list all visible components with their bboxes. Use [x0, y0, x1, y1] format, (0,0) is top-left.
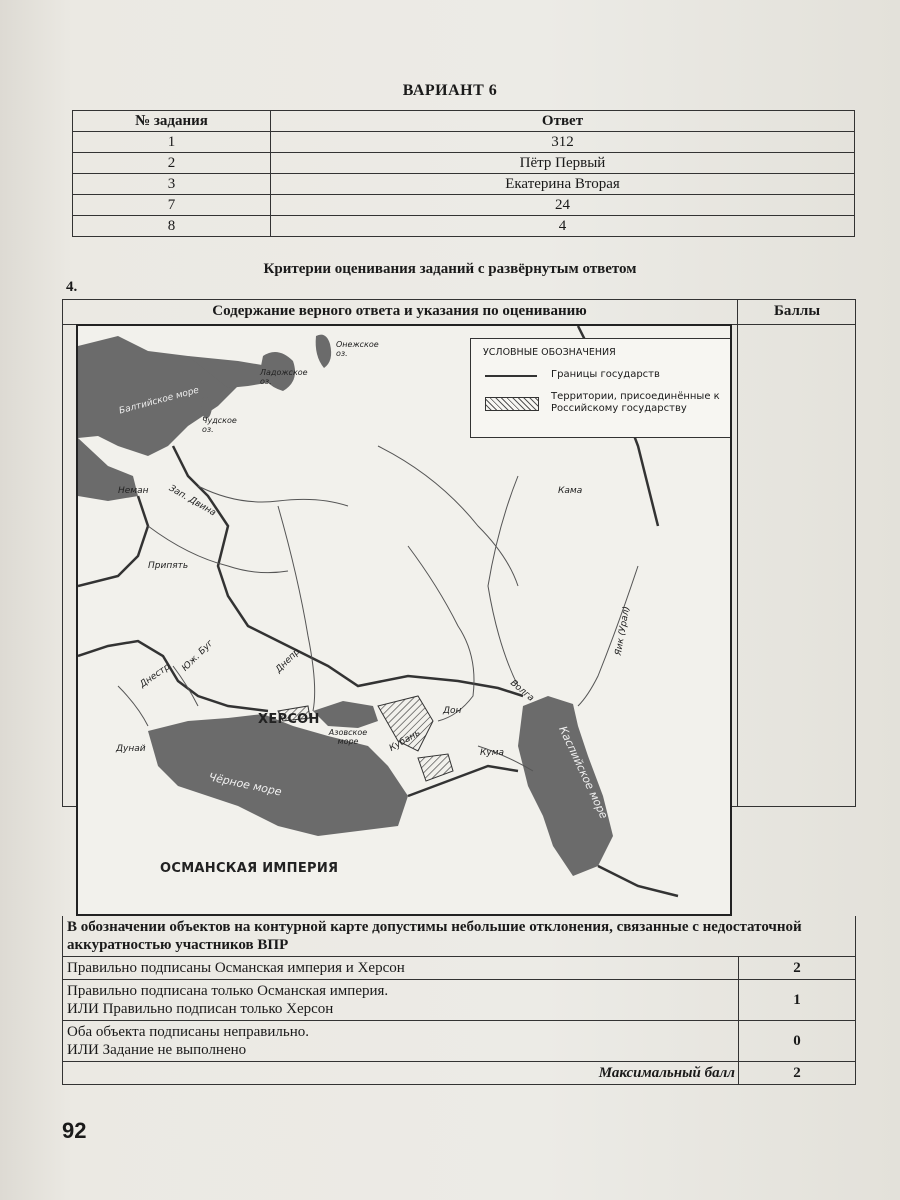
max-score-row: [62, 1062, 856, 1085]
label-dnepr: Днепр: [273, 646, 303, 676]
river: [488, 476, 518, 686]
river: [378, 446, 518, 586]
legend-territories: Территории, присоединённые к Российскому государству: [551, 391, 720, 414]
header-content: Содержание верного ответа и указания по оцениванию: [212, 303, 587, 319]
task-number-cell: 8: [73, 216, 271, 237]
label-don: Дон: [443, 706, 462, 716]
state-border: [173, 446, 523, 696]
page-number: 92: [62, 1118, 87, 1143]
azov-sea: [313, 701, 378, 728]
label-kuma: Кума: [480, 748, 505, 758]
state-border: [78, 496, 148, 586]
score-text: [63, 980, 739, 1020]
score-points: 0: [738, 1021, 855, 1061]
river: [118, 686, 148, 726]
score-row: [62, 1021, 856, 1062]
label-yaik: Яик (Урал): [613, 605, 633, 657]
river: [198, 486, 348, 506]
answer-cell: 4: [271, 216, 855, 237]
header-points: Баллы: [773, 303, 821, 319]
answer-cell: Пётр Первый: [271, 153, 855, 174]
max-score-points: 2: [738, 1062, 855, 1084]
map-legend: [470, 338, 732, 438]
note-text: В обозначении объектов на контурной карте допустимы небольшие отклонения, связанные с недостаточной аккуратностью участников ВПР: [67, 919, 802, 953]
variant-title: ВАРИАНТ 6: [402, 82, 498, 99]
legend-borders: Границы государств: [551, 369, 660, 380]
label-neman: Неман: [118, 486, 149, 496]
border-line-icon: [485, 375, 537, 377]
state-border: [78, 641, 268, 711]
river: [278, 506, 315, 711]
contour-map: [76, 324, 732, 916]
label-yuzh-bug: Юж. Буг: [180, 638, 216, 674]
river: [578, 566, 638, 706]
state-border: [598, 866, 678, 896]
answer-cell: 312: [271, 132, 855, 153]
table-row: [73, 195, 855, 216]
label-onega: Онежское оз.: [336, 340, 379, 358]
river: [408, 546, 474, 721]
label-zap-dvina: Зап. Двина: [167, 483, 218, 519]
label-kherson: ХЕРСОН: [258, 712, 320, 727]
header-task-number: № задания: [73, 111, 271, 132]
label-dnestr: Днестр: [138, 662, 173, 690]
score-line: Правильно подписана только Османская империя.: [67, 983, 389, 999]
header-answer: Ответ: [271, 111, 855, 132]
answer-cell: Екатерина Вторая: [271, 174, 855, 195]
table-row: [73, 216, 855, 237]
score-points: 1: [738, 980, 855, 1020]
answer-cell: 24: [271, 195, 855, 216]
task-number-cell: 3: [73, 174, 271, 195]
score-line: ИЛИ Задание не выполнено: [67, 1042, 247, 1058]
note-row: [62, 916, 856, 957]
criteria-title: Критерии оценивания заданий с развёрнутым ответом: [263, 261, 637, 277]
task-number-cell: 1: [73, 132, 271, 153]
table-row: [73, 174, 855, 195]
annexed-territory: [418, 754, 453, 781]
answers-table: [72, 110, 855, 237]
label-black-sea: Чёрное море: [207, 770, 283, 799]
score-text: [63, 1021, 739, 1061]
score-row: [62, 980, 856, 1021]
hatched-area-icon: [485, 397, 539, 411]
max-score-label: Максимальный балл: [598, 1065, 735, 1081]
score-line: ИЛИ Правильно подписан только Херсон: [67, 1001, 334, 1017]
answers-header-row: [73, 111, 855, 132]
label-kuban: Кубань: [387, 728, 423, 754]
task-number-cell: 2: [73, 153, 271, 174]
column-divider: [737, 299, 738, 807]
task-number-cell: 7: [73, 195, 271, 216]
label-baltic: Балтийское море: [118, 385, 201, 417]
score-text: Правильно подписаны Османская империя и Херсон: [67, 960, 405, 976]
legend-title: УСЛОВНЫЕ ОБОЗНАЧЕНИЯ: [483, 347, 616, 358]
label-dunai: Дунай: [116, 744, 146, 754]
label-pripyat: Припять: [148, 561, 189, 571]
score-row: [62, 957, 856, 980]
label-ladoga: Ладожское оз.: [260, 368, 308, 386]
label-chudskoe: Чудское оз.: [202, 416, 237, 434]
label-ottoman: ОСМАНСКАЯ ИМПЕРИЯ: [160, 861, 339, 876]
table-row: [73, 153, 855, 174]
table-row: [73, 132, 855, 153]
label-volga: Волга: [508, 678, 536, 704]
scoring-rows: [62, 916, 856, 1085]
score-points: 2: [738, 957, 855, 979]
caspian-sea: [518, 696, 613, 876]
label-kama: Кама: [558, 486, 583, 496]
label-azov: Азовское море: [328, 728, 368, 746]
score-line: Оба объекта подписаны неправильно.: [67, 1024, 309, 1040]
onega-lake: [316, 335, 331, 368]
task-number: 4.: [66, 279, 78, 295]
label-caspian: Каспийское море: [556, 724, 611, 821]
